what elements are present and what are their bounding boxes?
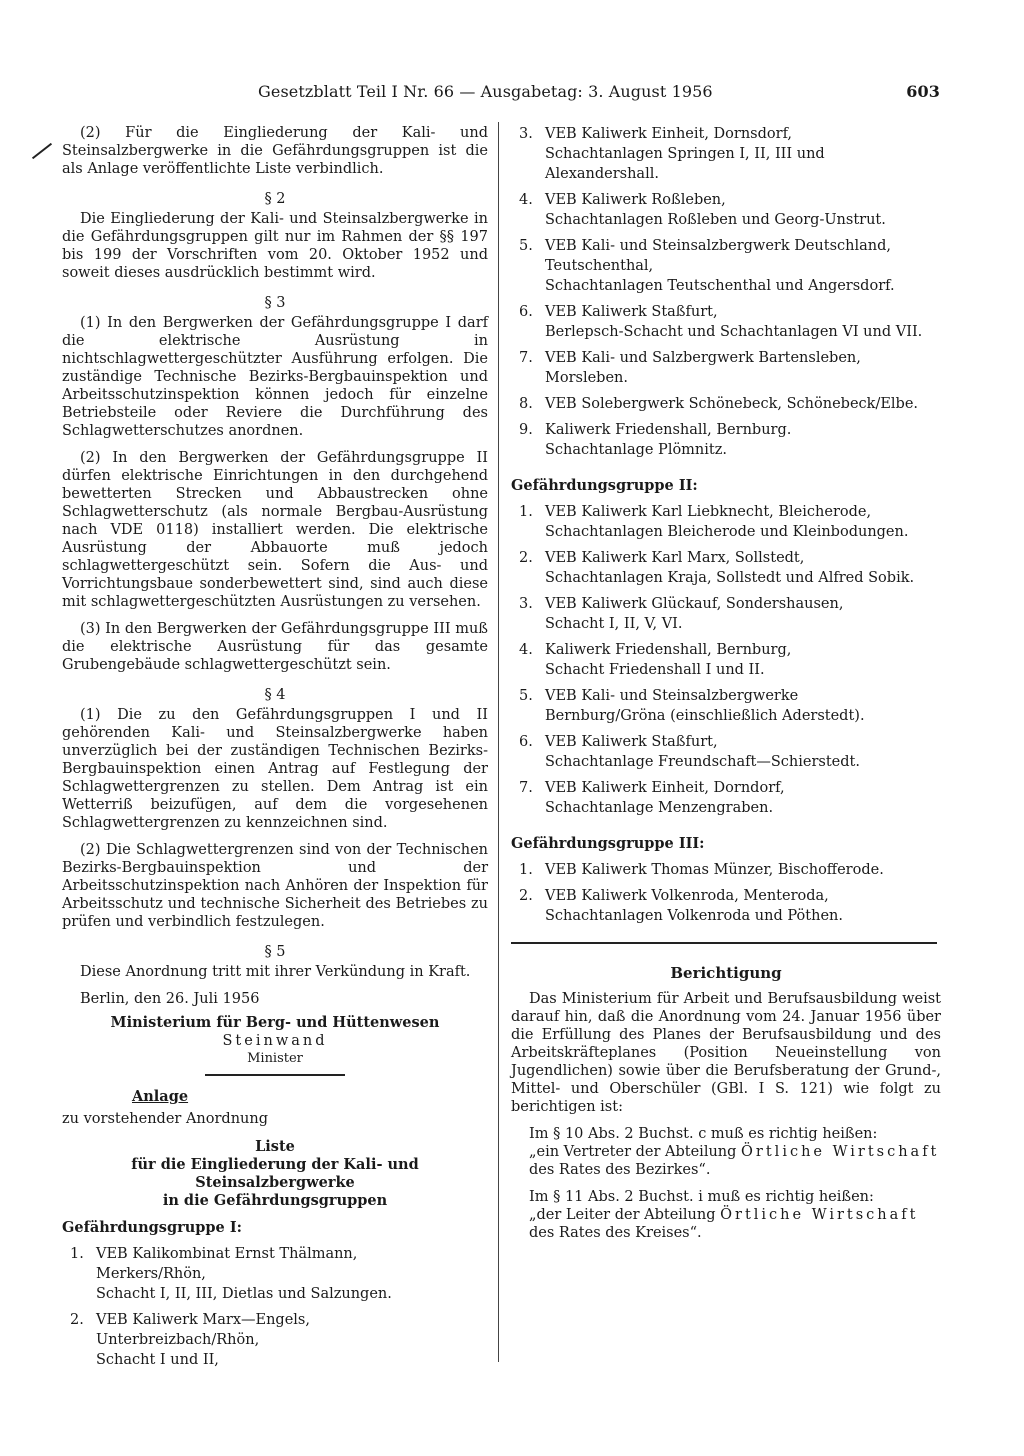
correction-2-quote: „der Leiter der Abteilung Örtliche Wirtschaft des Rates des Kreises“.	[529, 1207, 919, 1241]
correction-2-intro: Im § 11 Abs. 2 Buchst. i muß es richtig heißen:	[529, 1189, 874, 1205]
signature-rule	[205, 1074, 345, 1076]
section-5-text: Diese Anordnung tritt mit ihrer Verkündung in Kraft.	[80, 964, 471, 980]
list-item: 1. VEB Kaliwerk Karl Liebknecht, Bleicherode, Schachtanlagen Bleicherode und Kleinbodungen.	[519, 504, 909, 540]
section-3-paragraph-3: (3) In den Bergwerken der Gefährdungsgruppe III muß die elektrische Ausrüstung für das gesamte Grubengebäude schlagwettergeschützt sein.	[62, 621, 488, 673]
section-4-paragraph-2: (2) Die Schlagwettergrenzen sind von der Technischen Bezirks-Bergbauinspektion und der Arbeitsschutzinspektion nach Anhören der Inspektion für Arbeitsschutz und technische Sicherheit des Betriebes zu prüfen und verbindlich festzulegen.	[62, 842, 488, 930]
list-item: 6. VEB Kaliwerk Staßfurt, Schachtanlage Freundschaft—Schierstedt.	[519, 734, 860, 770]
section-2-text: Die Eingliederung der Kali- und Steinsalzbergwerke in die Gefährdungsgruppen gilt nur im Rahmen der §§ 197 bis 199 der Vorschriften vom 20. Oktober 1952 und soweit dieses ausdrücklich bestimmt wird.	[62, 211, 488, 281]
liste-subtitle-1: für die Eingliederung der Kali- und Steinsalzbergwerke	[131, 1156, 419, 1191]
list-item: 2. VEB Kaliwerk Volkenroda, Menteroda, Schachtanlagen Volkenroda und Pöthen.	[519, 888, 843, 924]
section-2-title: § 2	[264, 191, 286, 207]
margin-pen-mark	[32, 143, 52, 159]
list-item: 8. VEB Solebergwerk Schönebeck, Schönebeck/Elbe.	[519, 396, 919, 412]
left-column	[62, 124, 488, 1376]
date-line: Berlin, den 26. Juli 1956	[80, 991, 260, 1007]
group-1-title: Gefährdungsgruppe I:	[62, 1219, 242, 1236]
list-item: 7. VEB Kaliwerk Einheit, Dorndorf, Schachtanlage Menzengraben.	[519, 780, 785, 816]
signatory-title: Minister	[247, 1051, 303, 1066]
header-title: Gesetzblatt Teil I Nr. 66 — Ausgabetag: 3. August 1956	[258, 82, 713, 101]
list-item: 4. Kaliwerk Friedenshall, Bernburg, Schacht Friedenshall I und II.	[519, 642, 792, 678]
list-item: 5. VEB Kali- und Steinsalzbergwerke Bernburg/Gröna (einschließlich Aderstedt).	[519, 688, 865, 724]
list-item: 3. VEB Kaliwerk Einheit, Dornsdorf, Schachtanlagen Springen I, II, III und Alexandershall.	[519, 126, 825, 182]
section-5-title: § 5	[264, 944, 286, 960]
list-item: 1. VEB Kalikombinat Ernst Thälmann, Merkers/Rhön, Schacht I, II, III, Dietlas und Salzungen.	[70, 1246, 392, 1302]
section-3-title: § 3	[264, 295, 286, 311]
liste-subtitle-2: in die Gefährdungsgruppen	[162, 1192, 388, 1209]
column-divider	[498, 122, 499, 1362]
section-4-paragraph-1: (1) Die zu den Gefährdungsgruppen I und II gehörenden Kali- und Steinsalzbergwerke haben unverzüglich bei der zuständigen Technischen Bezirks-Bergbauinspektion einen Antrag auf Festlegung der Schlagwettergrenzen zu stellen. Dem Antrag ist ein Wetterriß beizufügen, auf dem die vorgesehenen Schlagwettergrenzen zu kennzeichnen sind.	[62, 707, 488, 831]
intro-paragraph: (2) Für die Eingliederung der Kali- und Steinsalzbergwerke in die Gefährdungsgruppen ist die als Anlage veröffentlichte Liste verbindlich.	[62, 125, 488, 177]
list-item: 1. VEB Kaliwerk Thomas Münzer, Bischofferode.	[519, 862, 884, 878]
group-2-title: Gefährdungsgruppe II:	[511, 477, 698, 494]
anlage-title: Anlage	[132, 1088, 189, 1105]
group-3-title: Gefährdungsgruppe III:	[511, 835, 705, 852]
section-3-paragraph-2: (2) In den Bergwerken der Gefährdungsgruppe II dürfen elektrische Einrichtungen in den durchgehend bewetterten Strecken und Abbaustrecken ohne Schlagwetterschutz (als normale Bergbau-Ausrüstung nach VDE 0118) installiert werden. Die elektrische Ausrüstung der Abbauorte muß jedoch schlagwettergeschützt sein. Sofern die Aus- und Vorrichtungsbaue sonderbewettert sind, sind auch diese mit schlagwettergeschützten Ausrüstungen zu versehen.	[62, 450, 488, 610]
berichtigung-text: Das Ministerium für Arbeit und Berufsausbildung weist darauf hin, daß die Anordnung vom 24. Januar 1956 über die Erfüllung des Planes der Berufsausbildung und des Arbeitskräfteplanes (Position Neueinstellung von Jugendlichen) sowie über die Berufsberatung der Grund-, Mittel- und Oberschüler (GBl. I S. 121) wie folgt zu berichtigen ist:	[511, 991, 941, 1115]
list-item: 2. VEB Kaliwerk Karl Marx, Sollstedt, Schachtanlagen Kraja, Sollstedt und Alfred Sobik.	[519, 550, 915, 586]
correction-1-intro: Im § 10 Abs. 2 Buchst. c muß es richtig heißen:	[529, 1126, 878, 1142]
section-3-paragraph-1: (1) In den Bergwerken der Gefährdungsgruppe I darf die elektrische Ausrüstung in nichtschlagwettergeschützter Ausführung erfolgen. Die zuständige Technische Bezirks-Bergbauinspektion und Arbeitsschutzinspektion können jedoch für einzelne Betriebsteile oder Reviere die Durchführung des Schlagwetterschutzes anordnen.	[62, 315, 488, 439]
list-item: 9. Kaliwerk Friedenshall, Bernburg. Schachtanlage Plömnitz.	[519, 422, 792, 458]
list-item: 7. VEB Kali- und Salzbergwerk Bartensleben, Morsleben.	[519, 350, 861, 386]
signatory-name: Steinwand	[222, 1033, 328, 1049]
list-item: 4. VEB Kaliwerk Roßleben, Schachtanlagen Roßleben und Georg-Unstrut.	[519, 192, 886, 228]
ministry-name: Ministerium für Berg- und Hüttenwesen	[110, 1014, 440, 1031]
page-number: 603	[906, 82, 940, 101]
anlage-subtitle: zu vorstehender Anordnung	[62, 1111, 269, 1127]
right-column	[511, 124, 941, 1242]
list-item: 5. VEB Kali- und Steinsalzbergwerk Deutschland, Teutschenthal, Schachtanlagen Teutschenthal und Angersdorf.	[519, 238, 895, 294]
page-header	[258, 82, 948, 104]
correction-1-quote: „ein Vertreter der Abteilung Örtliche Wirtschaft des Rates des Bezirkes“.	[529, 1144, 940, 1178]
list-item: 6. VEB Kaliwerk Staßfurt, Berlepsch-Schacht und Schachtanlagen VI und VII.	[519, 304, 923, 340]
list-item: 3. VEB Kaliwerk Glückauf, Sondershausen, Schacht I, II, V, VI.	[519, 596, 844, 632]
liste-title: Liste	[255, 1138, 295, 1155]
list-item: 2. VEB Kaliwerk Marx—Engels, Unterbreizbach/Rhön, Schacht I und II,	[70, 1312, 310, 1368]
section-rule	[511, 942, 937, 944]
section-4-title: § 4	[264, 687, 286, 703]
berichtigung-title: Berichtigung	[670, 964, 782, 982]
